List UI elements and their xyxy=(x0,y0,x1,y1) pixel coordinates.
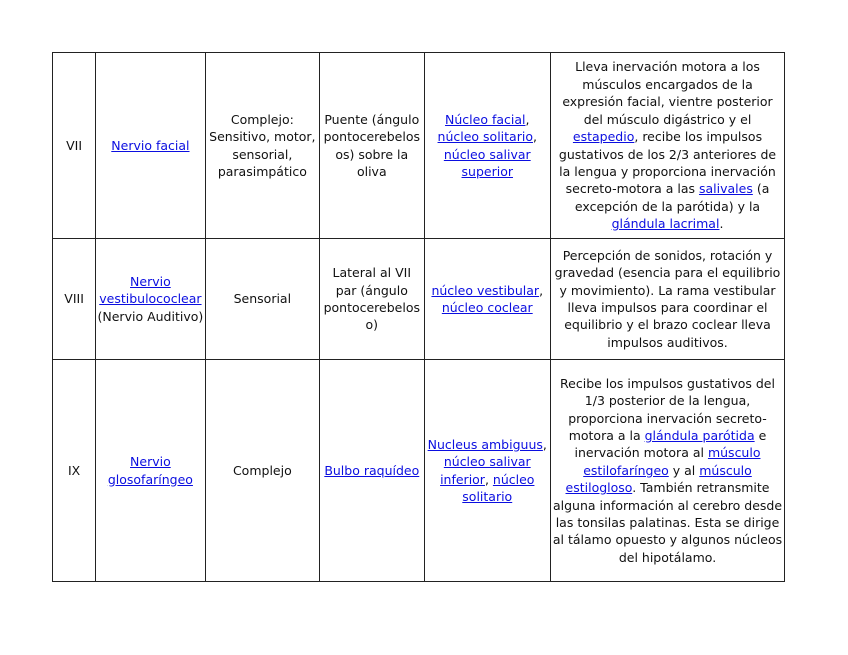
description-link[interactable]: músculo estilogloso xyxy=(565,462,752,496)
nerve-type: Complejo: Sensitivo, motor, sensorial, parasimpático xyxy=(205,53,319,239)
description-link[interactable]: glándula parótida xyxy=(644,427,755,443)
nerve-nuclei: Núcleo facial, núcleo solitario, núcleo salivar superior xyxy=(424,53,551,239)
table-row xyxy=(53,360,785,582)
description-link[interactable]: salivales xyxy=(698,181,753,197)
nerve-name xyxy=(96,53,205,239)
nerve-name xyxy=(96,239,205,360)
nucleus-link[interactable]: Núcleo facial xyxy=(445,111,526,127)
nerve-name xyxy=(96,360,205,582)
nerve-location xyxy=(320,360,424,582)
nucleus-link[interactable]: núcleo coclear xyxy=(441,300,533,315)
nerve-nuclei: Nucleus ambiguus, núcleo salivar inferior, núcleo solitario xyxy=(424,360,551,582)
nerve-type: Sensorial xyxy=(205,239,319,360)
table-row xyxy=(53,239,785,360)
table-row xyxy=(53,53,785,239)
nerve-type: Complejo xyxy=(205,360,319,582)
nerve-number: VIII xyxy=(53,239,96,360)
nucleus-link[interactable]: núcleo salivar superior xyxy=(443,146,531,179)
nucleus-link[interactable]: núcleo solitario xyxy=(462,471,535,504)
nucleus-link[interactable]: Nucleus ambiguus xyxy=(427,436,543,452)
location-link[interactable]: Bulbo raquídeo xyxy=(324,462,420,478)
nerve-number: IX xyxy=(53,360,96,582)
nerve-name-link[interactable]: Nervio facial xyxy=(111,137,190,153)
nerve-name-link[interactable]: Nervio vestibulococlear xyxy=(99,273,202,307)
nucleus-link[interactable]: núcleo solitario xyxy=(437,129,533,145)
nerve-location: Puente (ángulo pontocerebelos os) sobre la oliva xyxy=(320,53,424,239)
nerve-location: Lateral al VII par (ángulo pontocerebelos o) xyxy=(320,239,424,360)
nucleus-link[interactable]: núcleo vestibular xyxy=(431,282,540,298)
cranial-nerves-table xyxy=(52,52,785,582)
nerve-number: VII xyxy=(53,53,96,239)
description-link[interactable]: músculo estilofaríngeo xyxy=(583,445,761,478)
nucleus-link[interactable]: núcleo salivar inferior xyxy=(440,454,531,487)
description-link[interactable]: glándula lacrimal xyxy=(611,216,720,232)
nerve-description: Lleva inervación motora a los músculos encargados de la expresión facial, vientre posterior del músculo digástrico y el estapedio, recibe los impulsos gustativos de los 2/3 anteriores de la lengua y proporciona inervación secreto-motora a las salivales (a excepción de la parótida) y la glándula lacrimal. xyxy=(551,53,785,239)
nerve-alias: (Nervio Auditivo) xyxy=(97,308,204,324)
nerve-nuclei: núcleo vestibular, núcleo coclear xyxy=(424,239,551,360)
description-link[interactable]: estapedio xyxy=(572,129,635,145)
nerve-description: Recibe los impulsos gustativos del 1/3 posterior de la lengua, proporciona inervación secreto-motora a la glándula parótida e inervación motora al músculo estilofaríngeo y al músculo estilogloso. También retransmite alguna información al cerebro desde las tonsilas palatinas. Esta se dirige al tálamo opuesto y algunos núcleos del hipotálamo. xyxy=(551,360,785,582)
nerve-name-link[interactable]: Nervio glosofaríngeo xyxy=(107,454,193,487)
nerve-description: Percepción de sonidos, rotación y gravedad (esencia para el equilibrio y movimiento). La rama vestibular lleva impulsos para coordinar el equilibrio y el brazo coclear lleva impulsos auditivos. xyxy=(551,239,785,360)
